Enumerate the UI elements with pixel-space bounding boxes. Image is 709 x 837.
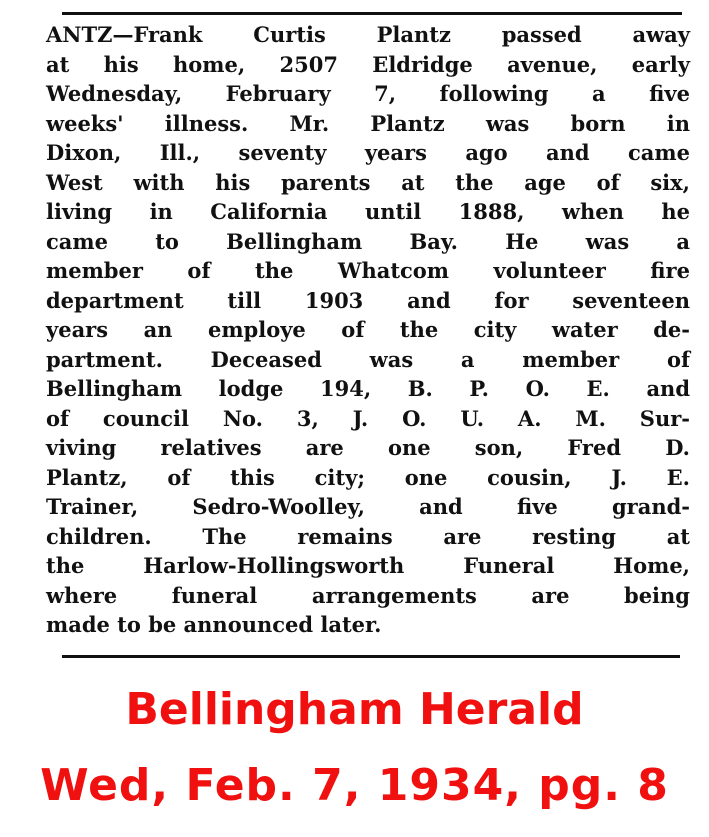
article-line: Dixon, Ill., seventy years ago and came	[46, 140, 690, 165]
article-line: Plantz, of this city; one cousin, J. E.	[46, 464, 690, 490]
article-line: partment. Deceased was a member of	[46, 346, 690, 372]
article-line: Trainer, Sedro-Woolley, and five grand-	[46, 494, 690, 519]
article-line: of council No. 3, J. O. U. A. M. Sur-	[46, 405, 690, 431]
article-line: at his home, 2507 Eldridge avenue, early	[46, 51, 690, 77]
article-line: came to Bellingham Bay. He was a	[46, 228, 690, 254]
caption-newspaper-name: Bellingham Herald	[125, 684, 584, 735]
article-line: made to be announced later.	[46, 612, 382, 637]
article-line: West with his parents at the age of six,	[46, 169, 690, 195]
article-line: ANTZ—Frank Curtis Plantz passed away	[46, 22, 690, 47]
article-line: children. The remains are resting at	[46, 523, 690, 549]
caption-date-page: Wed, Feb. 7, 1934, pg. 8	[40, 760, 669, 811]
top-rule	[62, 12, 682, 15]
article-line: Bellingham lodge 194, B. P. O. E. and	[46, 376, 690, 401]
article-line: department till 1903 and for seventeen	[46, 287, 690, 313]
article-line: living in California until 1888, when he	[46, 199, 690, 224]
article-line: weeks' illness. Mr. Plantz was born in	[46, 110, 690, 136]
bottom-rule	[62, 655, 680, 658]
obituary-text	[46, 20, 690, 640]
article-line: years an employe of the city water de-	[46, 317, 690, 342]
margin-specks	[0, 20, 44, 640]
article-line: member of the Whatcom volunteer fire	[46, 258, 690, 283]
source-caption	[0, 672, 709, 824]
article-line: Wednesday, February 7, following a five	[46, 81, 690, 106]
article-line: the Harlow-Hollingsworth Funeral Home,	[46, 553, 690, 578]
article-line: viving relatives are one son, Fred D.	[46, 435, 690, 460]
article-line: where funeral arrangements are being	[46, 582, 690, 608]
